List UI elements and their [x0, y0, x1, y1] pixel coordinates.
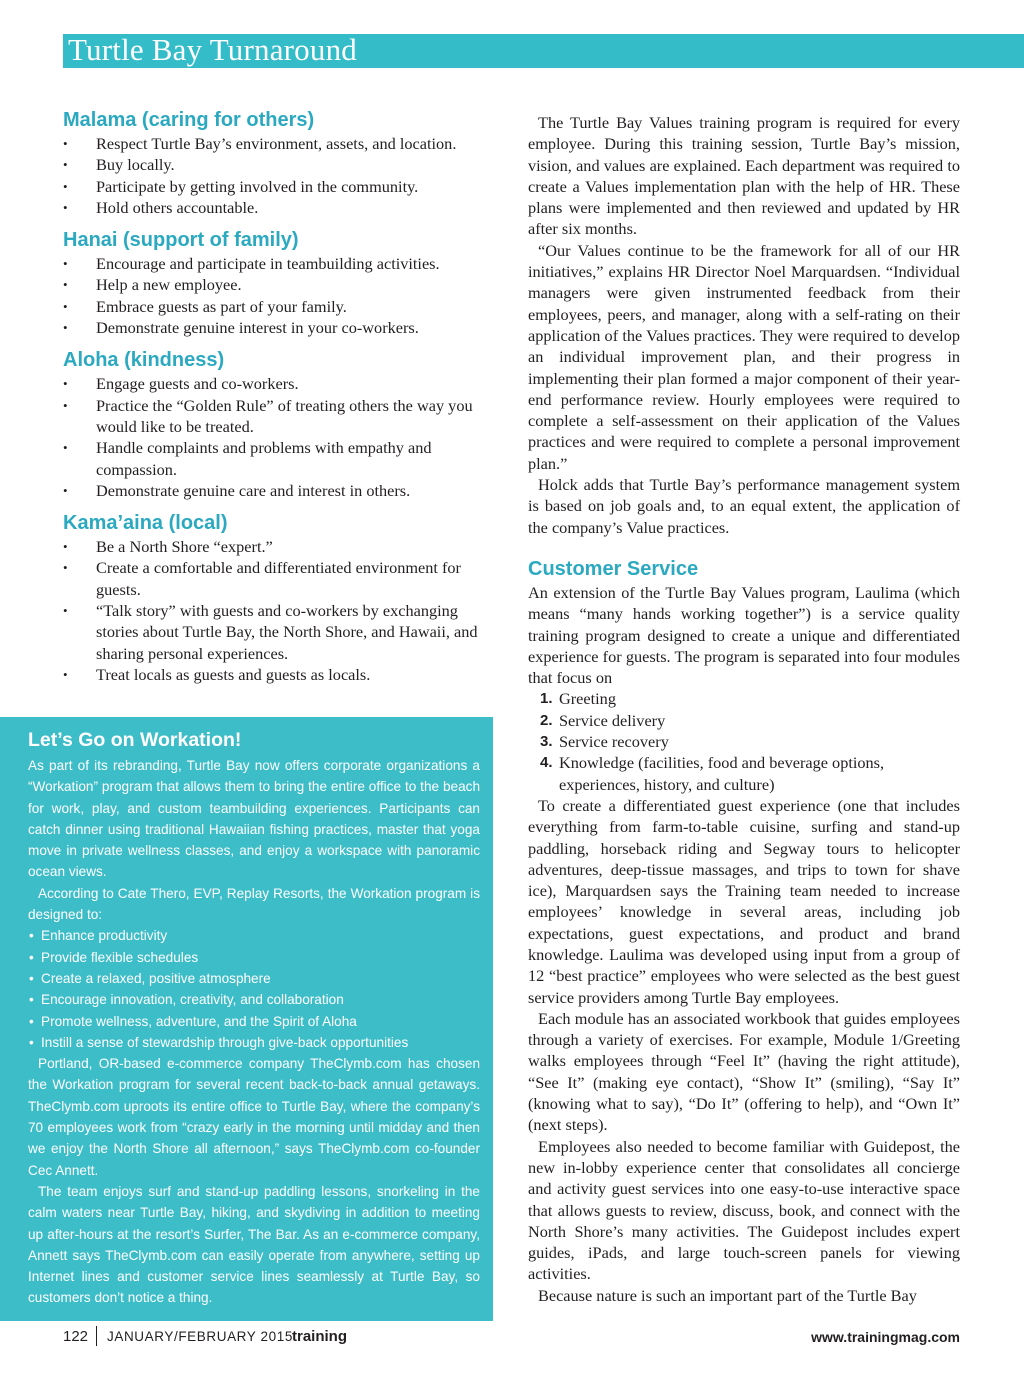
section-heading-aloha: Aloha (kindness)	[63, 349, 225, 372]
left-column	[63, 108, 495, 685]
list-item: • Practice the “Golden Rule” of treating others the way you would like to be treated.	[63, 395, 495, 438]
sidebar-bullet-list	[28, 925, 480, 1053]
body-paragraph: An extension of the Turtle Bay Values program, Laulima (which means “many hands working together”) is a service quality training program designed to create a unique and differentiated experience for guests. The program is separated into four modules that focus on	[528, 582, 960, 688]
aloha-list	[63, 373, 495, 501]
section-heading-kamaaina: Kama’aina (local)	[63, 512, 228, 535]
body-paragraph: Each module has an associated workbook that guides employees through a variety of exercises. For example, Module 1/Greeting walks employees through “Feel It” (having the right attitude), “See It” (making eye contact), “Show It” (smiling), “Say It” (knowing what to say), “Do It” (offering to help), and “Own It” (next steps).	[528, 1008, 960, 1135]
list-item: • Handle complaints and problems with empathy and compassion.	[63, 437, 495, 480]
module-number: 1.	[540, 690, 553, 708]
list-item: • Provide flexible schedules	[28, 947, 480, 968]
list-item: • Promote wellness, adventure, and the Spirit of Aloha	[28, 1011, 480, 1032]
hanai-list	[63, 253, 495, 338]
module-number: 2.	[540, 711, 553, 729]
list-item: • Participate by getting involved in the community.	[63, 176, 495, 197]
list-item: • Respect Turtle Bay’s environment, assets, and location.	[63, 133, 495, 154]
body-paragraph: “Our Values continue to be the framework for all of our HR initiatives,” explains HR Director Noel Marquardsen. “Individual managers were given instrumented feedback from their employees, peers, and manager, along with a self-rating on their application of the Values practices. They were required to develop an individual improvement plan, and their progress in implementing their plan formed a major component of their year-end performance review. Hourly employees were required to complete a self-assessment on their application of the Values practices and were required to complete a personal improvement plan.”	[528, 240, 960, 473]
right-column	[528, 112, 960, 1306]
module-number: 4.	[540, 754, 553, 772]
module-number: 3.	[540, 733, 553, 751]
list-item: • Encourage and participate in teambuilding activities.	[63, 253, 495, 274]
header-banner	[63, 34, 1024, 68]
body-paragraph: Because nature is such an important part of the Turtle Bay	[538, 1285, 917, 1305]
kamaaina-list	[63, 536, 495, 685]
list-item	[528, 688, 960, 709]
section-heading-hanai: Hanai (support of family)	[63, 229, 299, 252]
website-url: www.trainingmag.com	[811, 1329, 960, 1345]
page-footer	[0, 1328, 1024, 1352]
list-item: • Hold others accountable.	[63, 197, 495, 218]
page-title: Turtle Bay Turnaround	[68, 32, 357, 67]
magazine-name: training	[292, 1328, 347, 1345]
module-text: Service recovery	[559, 732, 669, 752]
body-paragraph: To create a differentiated guest experience (one that includes everything from farm-to-table cuisine, surfing and stand-up paddling, horseback riding and Segway tours to helicopter adventures, deep-tissue massages, and trips to town for shave ice), Marquardsen says the Training team needed to increase employees’ knowledge in several areas, including job expectations, guest expectations, and product and brand knowledge. Laulima was developed using input from a group of 12 “best practice” employees who were selected as the best guest service providers among Turtle Bay employees.	[528, 795, 960, 1007]
module-text: Service delivery	[559, 710, 666, 730]
list-item: • Treat locals as guests and guests as locals.	[63, 664, 495, 685]
sidebar-paragraph: According to Cate Thero, EVP, Replay Resorts, the Workation program is designed to:	[28, 885, 480, 923]
module-list	[528, 688, 960, 794]
footer-divider	[96, 1326, 97, 1346]
list-item: • Be a North Shore “expert.”	[63, 536, 495, 557]
sidebar-paragraph: The team enjoys surf and stand-up paddling lessons, snorkeling in the calm waters near Turtle Bay, hiking, and skydiving in addition to meeting up after-hours at the resort’s Surfer, The Bar. As an e-commerce company, Annett says TheClymb.com can easily operate from anywhere, setting up Internet lines and customer service lines seamlessly at Turtle Bay, so customers don’t notice a thing.	[28, 1183, 480, 1306]
list-item	[528, 710, 960, 731]
list-item: • Create a comfortable and differentiated environment for guests.	[63, 557, 495, 600]
list-item: • Demonstrate genuine interest in your co-workers.	[63, 317, 495, 338]
list-item: • “Talk story” with guests and co-workers by exchanging stories about Turtle Bay, the North Shore, and Hawaii, and sharing personal experiences.	[63, 600, 495, 664]
workation-sidebar	[0, 717, 493, 1321]
sidebar-paragraph: As part of its rebranding, Turtle Bay now offers corporate organizations a “Workation” program that allows them to bring the entire office to the beach for work, play, and custom teambuilding experiences. Participants can catch dinner using traditional Hawaiian fishing practices, master that yoga move in private wellness classes, and enjoy a workspace with panoramic ocean views.	[28, 758, 480, 880]
body-paragraph: Holck adds that Turtle Bay’s performance management system is based on job goals and, to an equal extent, the application of the company’s Value practices.	[528, 475, 960, 537]
malama-list	[63, 133, 495, 218]
list-item	[528, 752, 960, 795]
module-text: Knowledge (facilities, food and beverage options, experiences, history, and culture)	[559, 753, 885, 794]
body-paragraph: The Turtle Bay Values training program is required for every employee. During this training session, Turtle Bay’s mission, vision, and values are explained. Each department was required to create a Values implementation plan with the help of HR. These plans were implemented and then reviewed and updated by HR after six months.	[528, 113, 960, 239]
list-item: • Enhance productivity	[28, 925, 480, 946]
issue-date: JANUARY/FEBRUARY 2015	[107, 1329, 293, 1344]
list-item: • Help a new employee.	[63, 274, 495, 295]
body-paragraph: Employees also needed to become familiar with Guidepost, the new in-lobby experience center that consolidates all concierge and activity guest services into one easy-to-use interactive space that allows guests to review, discuss, book, and connect with the North Shore’s many activities. The Guidepost includes expert guides, iPads, and large touch-screen panels for viewing activities.	[528, 1136, 960, 1284]
list-item: • Demonstrate genuine care and interest in others.	[63, 480, 495, 501]
section-heading-customer-service: Customer Service	[528, 557, 699, 580]
section-heading-malama: Malama (caring for others)	[63, 109, 315, 131]
list-item: • Create a relaxed, positive atmosphere	[28, 968, 480, 989]
sidebar-paragraph: Portland, OR-based e-commerce company TheClymb.com has chosen the Workation program for several recent back-to-back annual getaways. TheClymb.com uproots its entire office to Turtle Bay, where the company’s 70 employees work from “crazy early in the morning until midday and then we enjoy the North Shore all afternoon,” says TheClymb.com co-founder Cec Annett.	[28, 1056, 480, 1178]
module-text: Greeting	[559, 689, 616, 709]
list-item: • Buy locally.	[63, 154, 495, 175]
sidebar-title: Let’s Go on Workation!	[28, 729, 242, 751]
list-item: • Instill a sense of stewardship through give-back opportunities	[28, 1032, 480, 1053]
list-item	[528, 731, 960, 752]
list-item: • Encourage innovation, creativity, and collaboration	[28, 989, 480, 1010]
list-item: • Engage guests and co-workers.	[63, 373, 495, 394]
page-number: 122	[63, 1328, 89, 1345]
list-item: • Embrace guests as part of your family.	[63, 296, 495, 317]
